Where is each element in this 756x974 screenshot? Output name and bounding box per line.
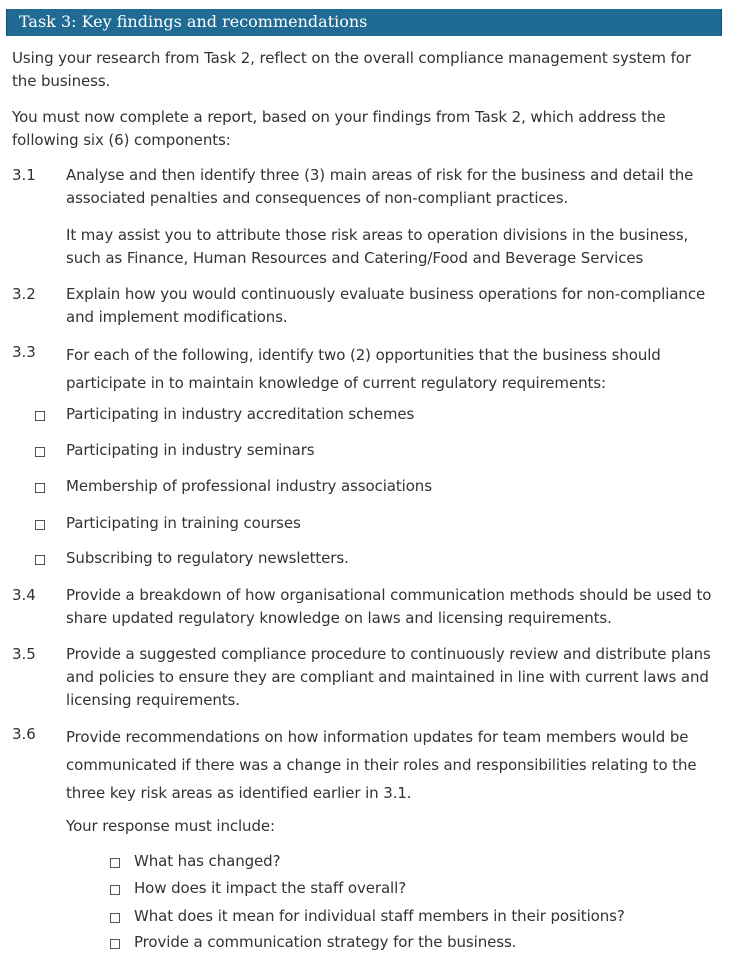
checkbox-icon	[110, 939, 120, 949]
intro-paragraph-1: Using your research from Task 2, reflect on the overall compliance management system for the business.	[12, 49, 691, 90]
list-item: How does it impact the staff overall?	[134, 879, 407, 897]
item-number-3-2: 3.2	[12, 285, 36, 303]
item-text-3-2: Explain how you would continuously evaluate business operations for non-compliance and implement modifications.	[66, 285, 706, 326]
item-text-3-1: Analyse and then identify three (3) main areas of risk for the business and detail the associated penalties and consequences of non-compliant practices.	[66, 166, 694, 207]
item-number-3-3: 3.3	[12, 343, 36, 361]
list-item: Subscribing to regulatory newsletters.	[66, 549, 349, 567]
checkbox-icon	[35, 411, 45, 421]
checkbox-icon	[35, 483, 45, 493]
item-number-3-4: 3.4	[12, 586, 36, 604]
item-text-3-5: Provide a suggested compliance procedure to continuously review and distribute plans and policies to ensure they are compliant and maintained in line with current laws and licensing requirements.	[66, 645, 711, 709]
intro-paragraph-2: You must now complete a report, based on your findings from Task 2, which address the following six (6) components:	[12, 108, 666, 149]
item-number-3-6: 3.6	[12, 725, 36, 743]
checkbox-icon	[35, 520, 45, 530]
list-item: Participating in training courses	[66, 514, 301, 532]
checkbox-icon	[110, 885, 120, 895]
list-item: What does it mean for individual staff members in their positions?	[134, 907, 625, 925]
item-text-3-3: For each of the following, identify two (2) opportunities that the business should participate in to maintain knowledge of current regulatory requirements:	[66, 346, 661, 392]
item-text-3-6: Provide recommendations on how information updates for team members would be communicated if there was a change in their roles and responsibilities relating to the three key risk areas as identified earlier in 3.1.	[66, 728, 697, 802]
item-number-3-5: 3.5	[12, 645, 36, 663]
checkbox-icon	[35, 447, 45, 457]
list-item: Participating in industry accreditation schemes	[66, 405, 415, 423]
list-item: Participating in industry seminars	[66, 441, 315, 459]
checkbox-icon	[35, 555, 45, 565]
task-title: Task 3: Key findings and recommendations	[19, 12, 368, 31]
task-header-bar	[6, 9, 722, 36]
item-number-3-1: 3.1	[12, 166, 36, 184]
item-text-3-4: Provide a breakdown of how organisational communication methods should be used to share updated regulatory knowledge on laws and licensing requirements.	[66, 586, 712, 627]
list-item: Provide a communication strategy for the business.	[134, 933, 517, 951]
checkbox-icon	[110, 913, 120, 923]
checkbox-icon	[110, 858, 120, 868]
item-note-3-1: It may assist you to attribute those risk areas to operation divisions in the business, such as Finance, Human Resources and Catering/Food and Beverage Services	[66, 226, 689, 267]
list-item: Membership of professional industry associations	[66, 477, 432, 495]
list-item: What has changed?	[134, 852, 281, 870]
response-intro: Your response must include:	[66, 817, 275, 835]
